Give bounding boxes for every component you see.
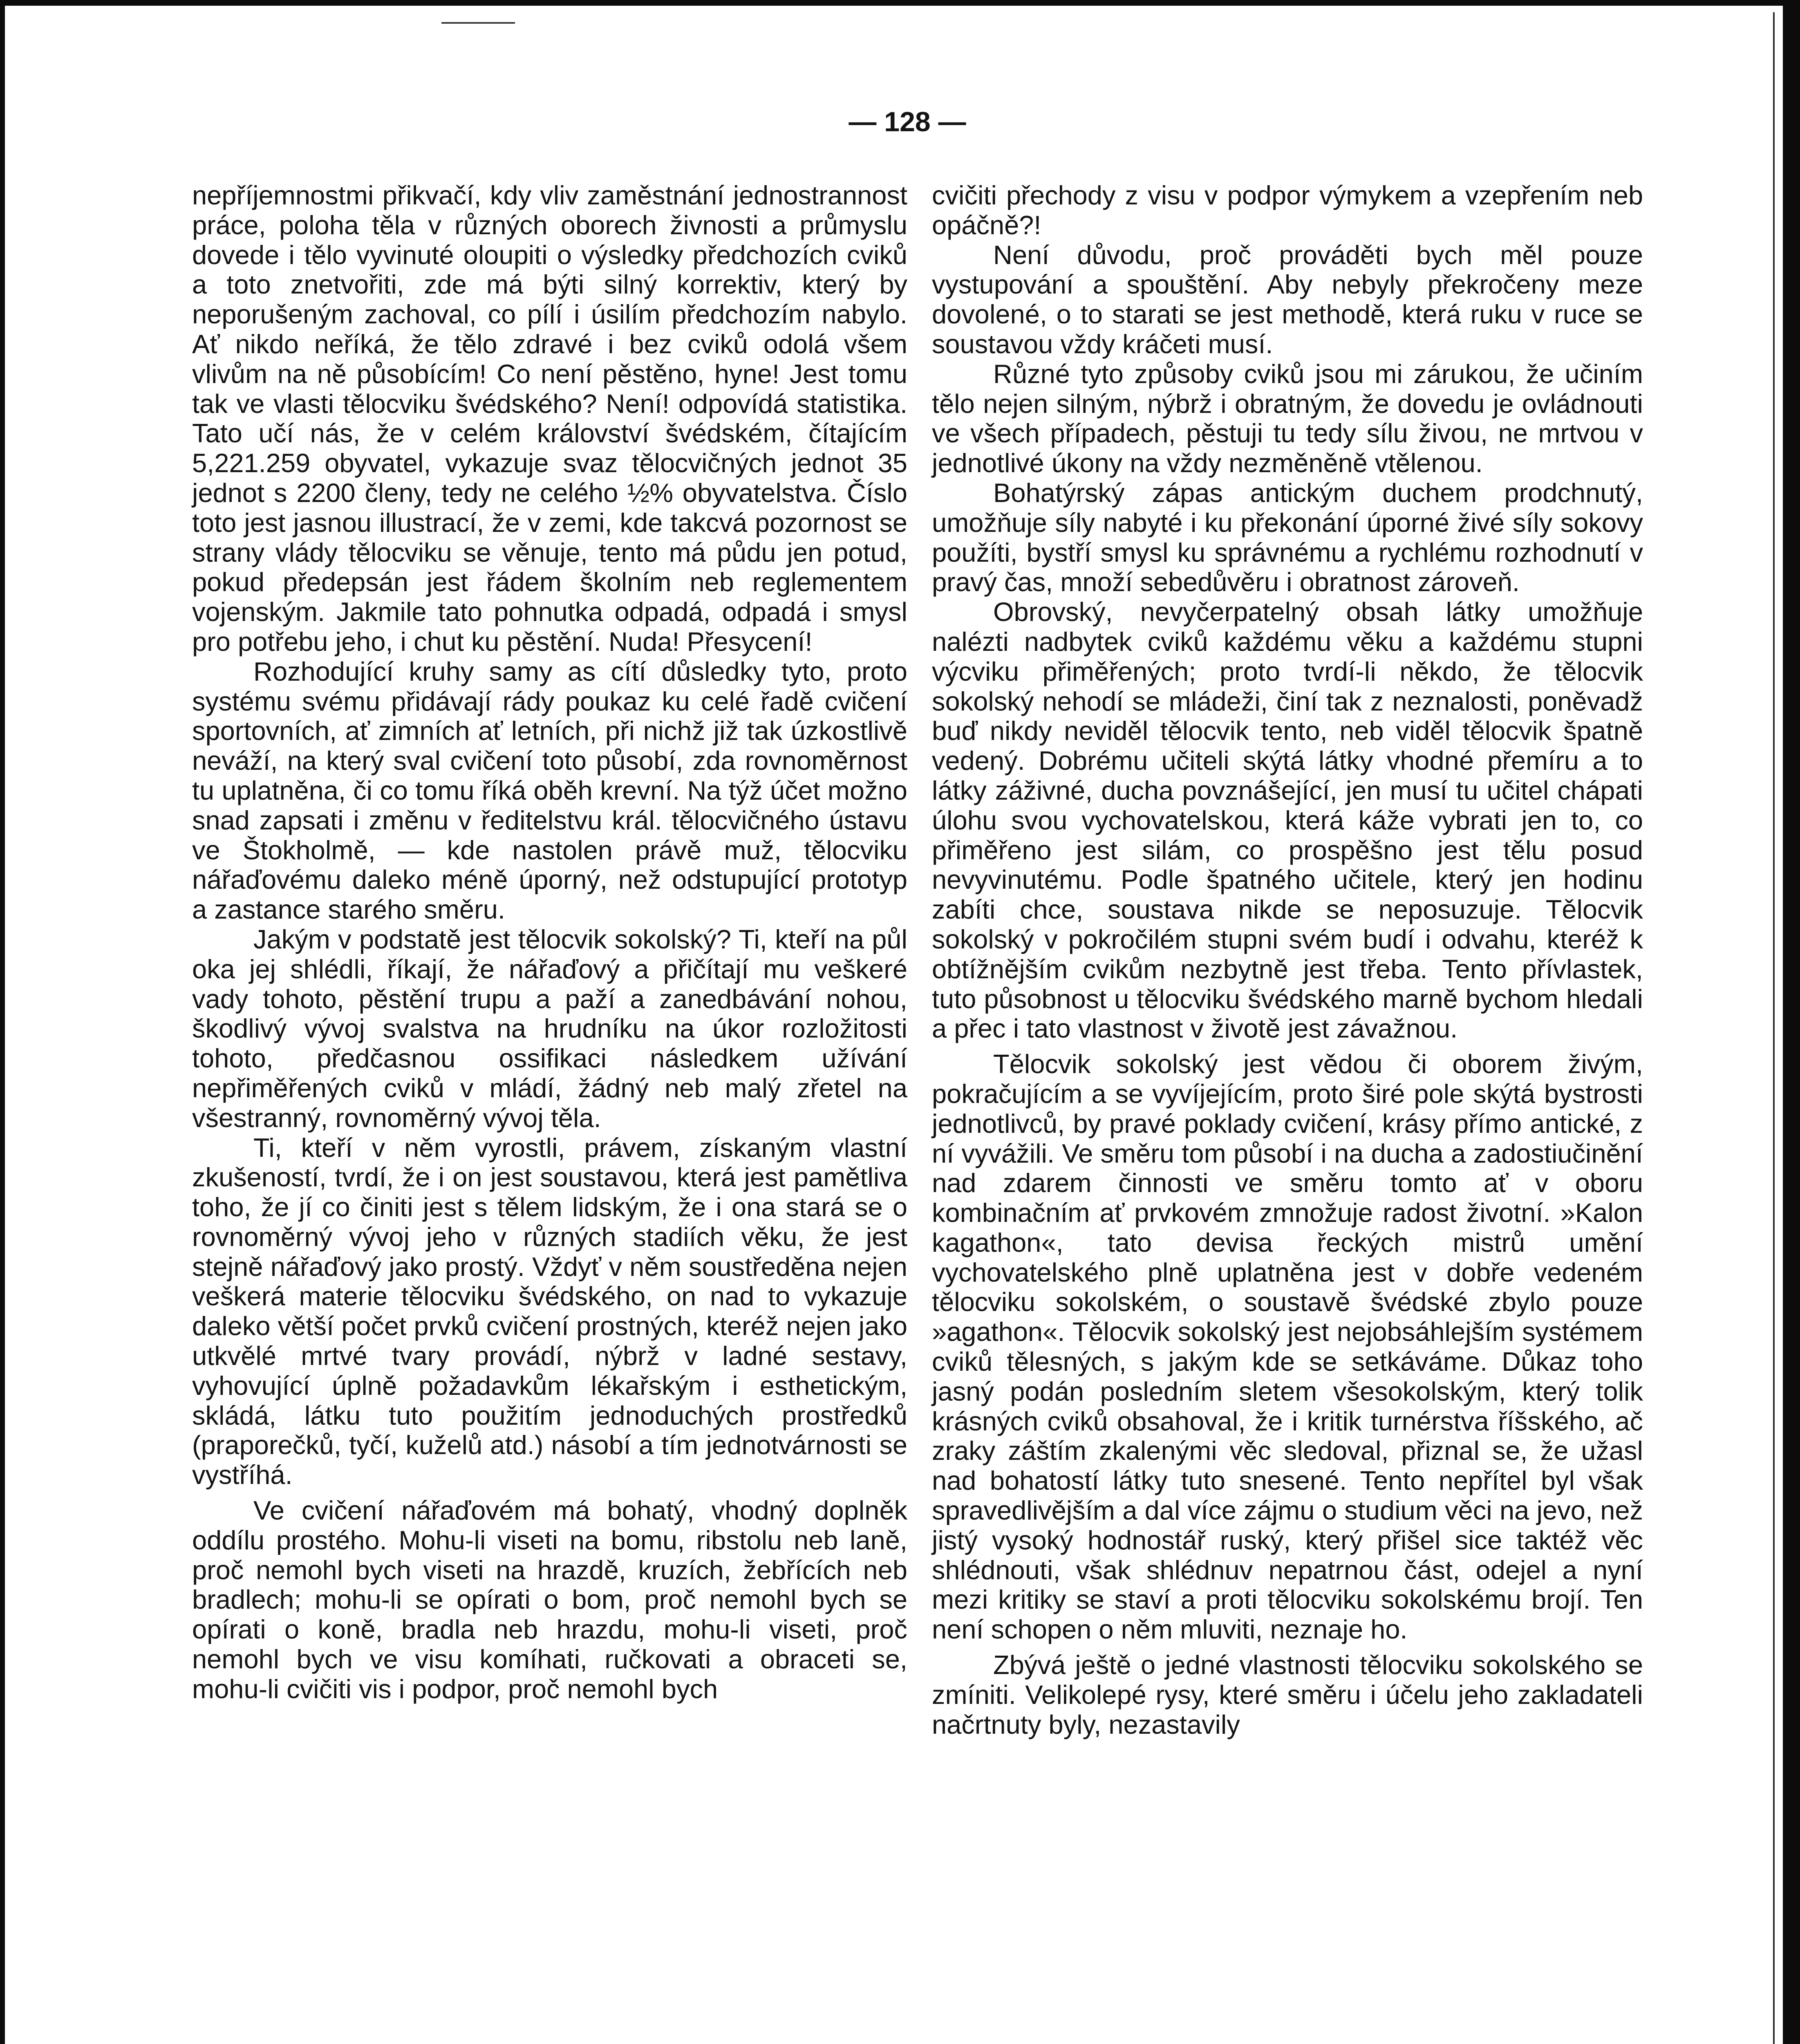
- paragraph: Rozhodující kruhy samy as cítí důsledky tyto, proto systému svému přidávají rády poukaz ku celé řadě cvičení sportovních, ať zimních ať letních, při nichž již tak úzkostlivě neváží, na který sval cvičení toto působí, zda rovnoměrnost tu uplatněna, či co tomu říká oběh krevní. Na týž účet možno snad zapsati i změnu v ředitelstvu král. tělocvičného ústavu ve Štokholmě, — kde nastolen právě muž, tělocviku nářaďovému daleko méně úporný, než odstupující prototyp a zastance starého směru.: [192, 656, 907, 925]
- page-edge-right: [1773, 12, 1775, 2044]
- paragraph: Ti, kteří v něm vyrostli, právem, získaným vlastní zkušeností, tvrdí, že i on jest soustavou, která jest pamětliva toho, že jí co činiti jest s tělem lidským, že i ona stará se o rovnoměrný vývoj jeho v různých stadiích věku, že jest stejně nářaďový jako prostý. Vždyť v něm soustředěna nejen veškerá materie tělocviku švédského, on nad to vykazuje daleko větší počet prvků cvičení prostných, kteréž nejen jako utkvělé mrtvé tvary provádí, nýbrž v ladné sestavy, vyhovující úplně požadavkům lékařským i esthetickým, skládá, látku tuto použitím jednoduchých prostředků (praporečků, tyčí, kuželů atd.) násobí a tím jednotvárnosti se vystříhá.: [192, 1132, 907, 1490]
- paragraph: Jakým v podstatě jest tělocvik sokolský? Ti, kteří na půl oka jej shlédli, říkají, že nářaďový a přičítají mu veškeré vady tohoto, pěstění trupu a paží a zanedbávání nohou, škodlivý vývoj svalstva na hrudníku na úkor rozložitosti tohoto, předčasnou ossifikaci následkem užívání nepřiměřených cviků v mládí, žádný neb malý zřetel na všestranný, rovnoměrný vývoj těla.: [192, 924, 907, 1133]
- left-column: [192, 181, 907, 1704]
- paragraph: Ve cvičení nářaďovém má bohatý, vhodný doplněk oddílu prostého. Mohu-li viseti na bomu, ribstolu neb laně, proč nemohl bych viseti na hrazdě, kruzích, žebřících neb bradlech; mohu-li se opírati o bom, proč nemohl bych se opírati o koně, bradla neb hrazdu, mohu-li viseti, proč nemohl bych ve visu komíhati, ručkovati a obraceti se, mohu-li cvičiti vis i podpor, proč nemohl bych: [192, 1495, 907, 1704]
- scan-border-top: [0, 0, 1800, 6]
- paragraph: nepříjemnostmi přikvačí, kdy vliv zaměstnání jednostrannost práce, poloha těla v různých oborech živnosti a průmyslu dovede i tělo vyvinuté oloupiti o výsledky předchozích cviků a toto znetvořiti, zde má býti silný korrektiv, který by neporušeným zachoval, co pílí i úsilím předchozím nabylo. Ať nikdo neříká, že tělo zdravé i bez cviků odolá všem vlivům na ně působícím! Co není pěstěno, hyne! Jest tomu tak ve vlasti tělocviku švédského? Není! odpovídá statistika. Tato učí nás, že v celém království švédském, čítajícím 5,221.259 obyvatel, vykazuje svaz tělocvičných jednot 35 jednot s 2200 členy, tedy ne celého ½% obyvatelstva. Číslo toto jest jasnou illustrací, že v zemi, kde takcvá pozornost se strany vlády tělocviku se věnuje, tento má půdu jen potud, pokud předepsán jest řádem školním neb reglementem vojenským. Jakmile tato pohnutka odpadá, odpadá i smysl pro potřebu jeho, i chut ku pěstění. Nuda! Přesycení!: [192, 180, 907, 657]
- paragraph: Zbývá ještě o jedné vlastnosti tělocviku sokolského se zmíniti. Velikolepé rysy, které směru i účelu jeho zakladateli načrtnuty byly, nezastavily: [932, 1650, 1643, 1739]
- paragraph: Různé tyto způsoby cviků jsou mi zárukou, že učiním tělo nejen silným, nýbrž i obratným, že dovedu je ovládnouti ve všech případech, pěstuji tu tedy sílu živou, ne mrtvou v jednotlivé úkony na vždy nezměněně vtělenou.: [932, 359, 1643, 478]
- paragraph: cvičiti přechody z visu v podpor výmykem a vzepřením neb opáčně?!: [932, 180, 1643, 240]
- page-number: — 128 —: [849, 106, 966, 137]
- paragraph: Obrovský, nevyčerpatelný obsah látky umožňuje nalézti nadbytek cviků každému věku a každému stupni výcviku přiměřených; proto tvrdí-li někdo, že tělocvik sokolský nehodí se mládeži, činí tak z neznalosti, poněvadž buď nikdy neviděl tělocvik tento, neb viděl tělocvik špatně vedený. Dobrému učiteli skýtá látky vhodné přemíru a to látky záživné, ducha povznášející, jen musí tu učitel chápati úlohu svou vychovatelskou, která káže vybrati jen to, co přiměřeno jest silám, co prospěšno jest tělu posud nevyvinutému. Podle špatného učitele, který jen hodinu zabíti chce, soustava nikde se neposuzuje. Tělocvik sokolský v pokročilém stupni svém budí i odvahu, kteréž k obtížnějším cvikům nezbytně jest třeba. Tento přívlastek, tuto působnost u tělocviku švédského marně bychom hledali a přec i tato vlastnost v životě jest závažnou.: [932, 597, 1643, 1044]
- paragraph: Není důvodu, proč prováděti bych měl pouze vystupování a spouštění. Aby nebyly překročeny meze dovolené, o to starati se jest methodě, která ruku v ruce se soustavou vždy kráčeti musí.: [932, 240, 1643, 359]
- scan-border-right: [1783, 0, 1800, 2044]
- paragraph: Bohatýrský zápas antickým duchem prodchnutý, umožňuje síly nabyté i ku překonání úporné živé síly sokovy použíti, bystří smysl ku správnému a rychlému rozhodnutí v pravý čas, množí sebedůvěru i obratnost zároveň.: [932, 477, 1643, 597]
- right-column: [932, 181, 1643, 1739]
- scan-border-left: [0, 0, 5, 2044]
- scan-artifact-mark: [441, 6, 515, 24]
- paragraph: Tělocvik sokolský jest vědou či oborem živým, pokračujícím a se vyvíjejícím, proto širé pole skýtá bystrosti jednotlivců, by pravé poklady cvičení, krásy přímo antické, z ní vyvážili. Ve směru tom působí i na ducha a zadostiučinění nad zdarem činnosti ve směru tomto ať v oboru kombinačním ať prvkovém zmnožuje radost životní. »Kalon kagathon«, tato devisa řeckých mistrů umění vychovatelského plně uplatněna jest v dobře vedeném tělocviku sokolském, o soustavě švédské zbylo pouze »agathon«. Tělocvik sokolský jest nejobsáhlejším systémem cviků tělesných, s jakým kde se setkáváme. Důkaz toho jasný podán posledním sletem všesokolským, který tolik krásných cviků obsahoval, že i kritik turnérstva říšského, ač zraky záštím zkalenými věc sledoval, přiznal se, že užasl nad bohatostí látky tuto snesené. Tento nepřítel byl však spravedlivějším a dal více zájmu o studium věci na jevo, než jistý vysoký hodnostář ruský, který přišel sice taktéž věc shlédnouti, však shlédnuv nepatrnou část, odejel a nyní mezi kritiky se staví a proti tělocviku sokolskému brojí. Ten není schopen o něm mluviti, neznaje ho.: [932, 1049, 1643, 1645]
